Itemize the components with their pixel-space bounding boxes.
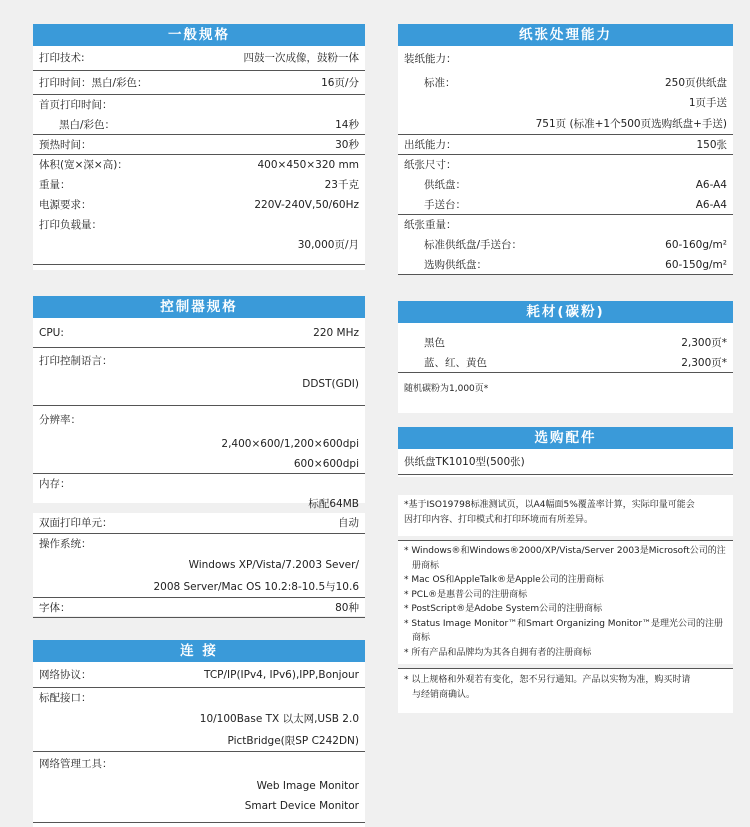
spec-row: 2,400×600/1,200×600dpi xyxy=(221,438,359,450)
spec-row: 纸张尺寸： xyxy=(404,159,457,171)
disclaimer-panel xyxy=(398,668,733,713)
connection-panel xyxy=(33,640,365,827)
trademark-text: * 所有产品和品牌均为其各自拥有者的注册商标 xyxy=(404,647,592,658)
controller-specs-header: 控制器规格 xyxy=(33,296,365,318)
controller-specs-panel xyxy=(33,296,365,510)
spec-row: 字体： 80种 xyxy=(33,598,365,618)
spec-row: CPU: 220 MHz xyxy=(33,318,365,348)
spec-row: 网络协议： TCP/IP(IPv4, IPv6),IPP,Bonjour xyxy=(33,662,365,688)
spec-row: Smart Device Monitor xyxy=(33,796,365,823)
spec-row: 黑白/彩色： 14秒 xyxy=(33,115,365,135)
spec-row: 打印技术: 四鼓一次成像，鼓粉一体 xyxy=(33,46,365,71)
spec-row: 600×600dpi xyxy=(33,454,365,474)
spec-row: Windows XP/Vista/7.2003 Sever/ xyxy=(188,559,359,571)
spec-row: 重量： 23千克 xyxy=(39,179,359,191)
spec-row: Web Image Monitor xyxy=(256,780,359,792)
spec-row: 内存： xyxy=(39,478,71,490)
connection-header: 连 接 xyxy=(33,640,365,662)
trademark-text: * Status Image Monitor™和Smart Organizing Monitor™是理光公司的注册 xyxy=(404,618,724,629)
paper-handling-header: 纸张处理能力 xyxy=(398,24,733,46)
spec-row: 10/100Base TX 以太网,USB 2.0 xyxy=(199,713,359,725)
consumables-panel xyxy=(398,301,733,413)
footnote-text: 因打印内容、打印模式和打印环境而有所差异。 xyxy=(404,514,594,525)
spec-row: 标配64MB xyxy=(308,498,359,510)
spec-row: 网络管理工具： xyxy=(39,758,113,770)
spec-row: 出纸能力： 150张 xyxy=(398,135,733,155)
toner-note: 随机碳粉为1,000页* xyxy=(404,384,489,394)
paper-handling-panel xyxy=(398,24,733,274)
options-panel xyxy=(398,427,733,477)
consumables-header: 耗材(碳粉) xyxy=(398,301,733,323)
trademark-panel xyxy=(398,540,733,664)
disclaimer-text: * 以上规格和外观若有变化，恕不另行通知。产品以实物为准，购买时请 xyxy=(404,675,691,685)
trademark-text: 商标 xyxy=(412,633,431,643)
controller-specs-continued xyxy=(33,513,365,616)
spec-row: 蓝、红、黄色 2,300页* xyxy=(398,353,733,373)
spec-row: PictBridge(限SP C242DN) xyxy=(33,730,365,752)
spec-row: 标准供纸盘/手送台： 60-160g/m² xyxy=(424,239,727,251)
spec-row: 标配接口： xyxy=(39,692,92,704)
spec-row: 打印负载量： xyxy=(39,219,102,231)
spec-row: 体积(宽×深×高)： 400×450×320 mm xyxy=(39,159,359,171)
spec-row: 首页打印时间： xyxy=(39,99,113,111)
spec-row: 打印时间：黑白/彩色： 16页/分 xyxy=(33,71,365,95)
disclaimer-text: 与经销商确认。 xyxy=(412,689,476,700)
general-specs-panel xyxy=(33,24,365,270)
spec-row: 电源要求： 220V-240V,50/60Hz xyxy=(39,199,359,211)
footnote-panel xyxy=(398,495,733,536)
spec-row: 选购供纸盘： 60-150g/m² xyxy=(398,255,733,275)
spec-row: 黑色 2,300页* xyxy=(424,337,727,349)
trademark-text: * PostScript®是Adobe System公司的注册商标 xyxy=(404,604,603,614)
spec-row: 操作系统： xyxy=(39,538,92,550)
spec-row: 手送台： A6-A4 xyxy=(398,195,733,215)
spec-row: 纸张重量： xyxy=(404,219,457,231)
spec-row: 供纸盘： A6-A4 xyxy=(424,179,727,191)
footnote-text: *基于ISO19798标准测试页，以A4幅面5%覆盖率计算，实际印量可能会 xyxy=(404,500,695,510)
general-specs-header: 一般规格 xyxy=(33,24,365,46)
spec-row: 标准： 250页供纸盘 xyxy=(424,77,727,89)
spec-row: 供纸盘TK1010型(500张) xyxy=(398,449,733,475)
trademark-text: * Windows®和Windows®2000/XP/Vista/Server 2003是Microsoft公司的注 xyxy=(404,546,726,556)
spec-row: 打印控制语言： xyxy=(39,355,113,367)
options-header: 选购配件 xyxy=(398,427,733,449)
spec-row: 2008 Server/Mac OS 10.2:8-10.5与10.6 xyxy=(33,576,365,598)
spec-row: 分辨率： xyxy=(39,414,81,426)
spec-row: 双面打印单元： 自动 xyxy=(33,513,365,534)
spec-row: 30,000页/月 xyxy=(33,235,365,265)
trademark-text: * PCL®是惠普公司的注册商标 xyxy=(404,589,528,600)
trademark-text: 册商标 xyxy=(412,560,440,571)
spec-row: 751页 (标准+1个500页选购纸盘+手送) xyxy=(398,113,733,135)
spec-row: 1页手送 xyxy=(688,97,727,109)
trademark-text: * Mac OS和AppleTalk®是Apple公司的注册商标 xyxy=(404,575,604,585)
spec-row: DDST(GDI) xyxy=(33,374,365,406)
spec-row: 预热时间： 30秒 xyxy=(33,135,365,155)
spec-row: 装纸能力： xyxy=(404,53,457,65)
